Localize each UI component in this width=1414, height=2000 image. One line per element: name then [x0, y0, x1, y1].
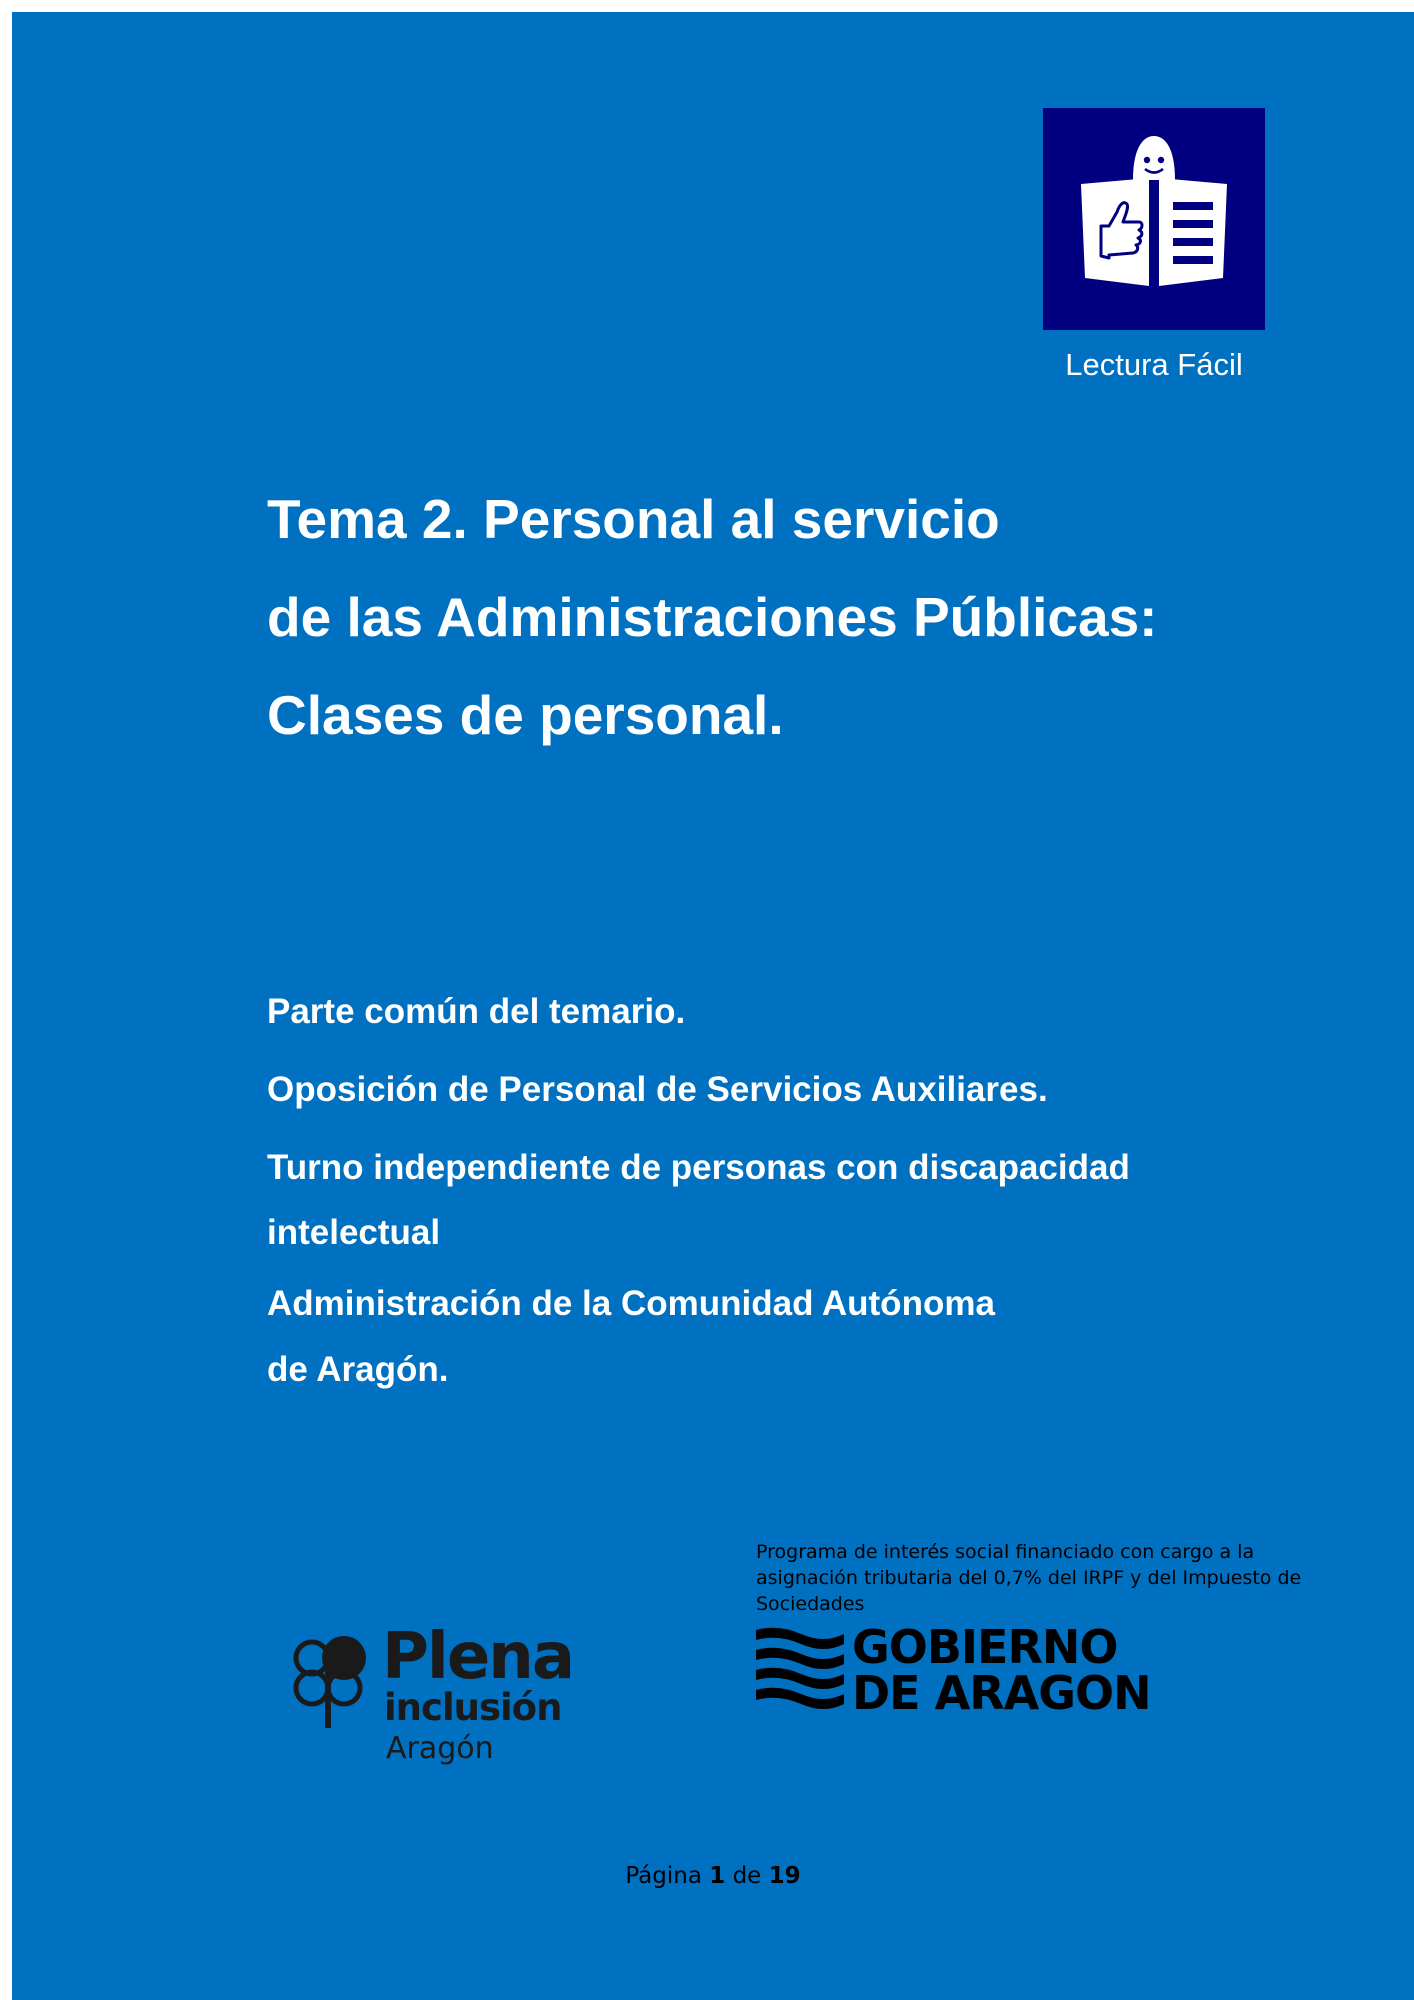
easy-read-reader-icon — [1043, 108, 1265, 330]
title-line-3: Clases de personal. — [267, 684, 784, 746]
page-number-footer — [12, 1862, 1414, 1890]
gobierno-aragon-logo — [756, 1620, 1176, 1724]
current-page: 1 — [709, 1863, 726, 1889]
info-part: Parte común del temario. — [267, 992, 686, 1031]
total-pages: 19 — [768, 1863, 801, 1889]
title-line-2: de las Administraciones Públicas: — [267, 586, 1158, 648]
plena-clover-icon — [292, 1632, 372, 1732]
plena-inclusion-logo — [292, 1620, 582, 1774]
plena-sub: inclusión — [384, 1686, 562, 1729]
program-note: Programa de interés social financiado con cargo a la asignación tributaria del 0,7% del IRPF y del Impuesto de Sociedades — [756, 1541, 1302, 1615]
plena-word: Plena — [382, 1620, 573, 1694]
page-label: Página — [625, 1863, 702, 1889]
easy-read-logo — [1043, 108, 1265, 330]
plena-region: Aragón — [386, 1731, 494, 1766]
info-shift-line-2: intelectual — [267, 1213, 441, 1252]
document-page — [12, 12, 1414, 2000]
gobierno-aragon-stripes-icon — [756, 1626, 846, 1716]
info-admin-line-2: de Aragón. — [267, 1350, 449, 1389]
page-separator: de — [732, 1863, 762, 1889]
info-shift-line-1: Turno independiente de personas con discapacidad — [267, 1148, 1130, 1187]
gobierno-aragon-name — [852, 1620, 1151, 1720]
document-title — [267, 470, 1307, 764]
gobierno-line-2: DE ARAGON — [852, 1666, 1151, 1720]
gobierno-line-1: GOBIERNO — [852, 1620, 1118, 1674]
info-admin-line-1: Administración de la Comunidad Autónoma — [267, 1284, 995, 1323]
easy-read-caption: Lectura Fácil — [1065, 347, 1243, 382]
title-line-1: Tema 2. Personal al servicio — [267, 488, 1000, 550]
info-opposition: Oposición de Personal de Servicios Auxiliares. — [267, 1070, 1048, 1109]
